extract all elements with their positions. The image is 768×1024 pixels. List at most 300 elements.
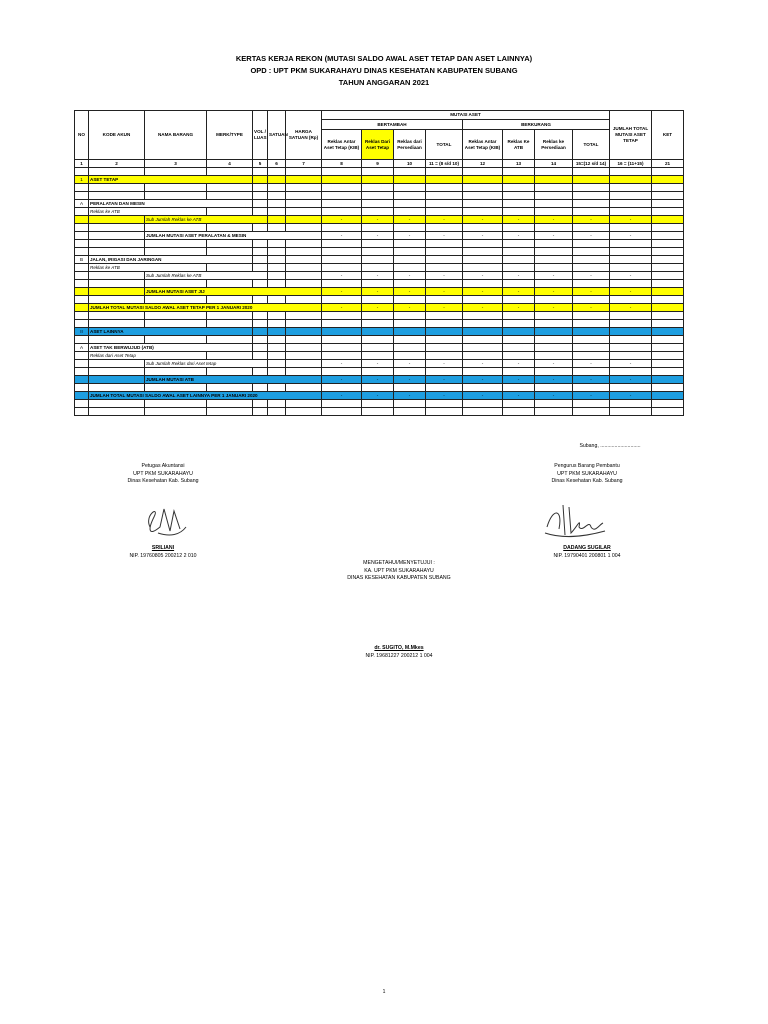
empty-cell — [426, 224, 463, 232]
empty-cell — [207, 400, 253, 408]
empty-cell — [610, 248, 652, 256]
table-row — [75, 248, 684, 256]
empty-cell — [207, 312, 253, 320]
empty-cell — [426, 208, 463, 216]
empty-cell — [503, 176, 535, 184]
row-label: JUMLAH MUTASI ASET JIJ — [145, 288, 322, 296]
empty-cell — [535, 336, 573, 344]
col-num: 14 — [535, 160, 573, 168]
empty-cell — [286, 264, 322, 272]
value-cell: - — [322, 232, 362, 240]
empty-cell — [89, 232, 145, 240]
empty-cell — [394, 184, 426, 192]
signer-left — [108, 463, 218, 486]
empty-cell — [322, 168, 362, 176]
table-row — [75, 224, 684, 232]
empty-cell — [75, 384, 89, 392]
row-label: JUMLAH TOTAL MUTASI SALDO AWAL ASET TETAP PER 1 JANUARI 2020 — [89, 304, 322, 312]
table-row — [75, 392, 684, 400]
empty-cell — [75, 248, 89, 256]
empty-cell — [610, 328, 652, 336]
doc-title: KERTAS KERJA REKON (MUTASI SALDO AWAL ASET TETAP DAN ASET LAINNYA) — [235, 54, 533, 63]
empty-cell — [362, 312, 394, 320]
empty-cell — [463, 312, 503, 320]
empty-cell — [394, 320, 426, 328]
signer-center — [329, 560, 469, 583]
empty-cell — [573, 320, 610, 328]
col-num: 21 — [652, 160, 684, 168]
value-cell: - — [463, 392, 503, 400]
empty-cell — [394, 344, 426, 352]
empty-cell — [652, 320, 684, 328]
empty-cell — [426, 240, 463, 248]
empty-cell — [286, 168, 322, 176]
empty-cell — [573, 208, 610, 216]
value-cell: - — [573, 360, 610, 368]
value-cell: - — [503, 304, 535, 312]
col-num: 5 — [253, 160, 268, 168]
empty-cell — [89, 224, 145, 232]
empty-cell — [253, 208, 268, 216]
empty-cell — [268, 200, 286, 208]
row-label: JUMLAH MUTASI ASET PERALATAN & MESIN — [145, 232, 322, 240]
empty-cell — [286, 192, 322, 200]
empty-cell — [535, 168, 573, 176]
empty-cell — [426, 176, 463, 184]
empty-cell — [362, 352, 394, 360]
empty-cell — [253, 312, 268, 320]
value-cell: - — [463, 376, 503, 384]
signer-center-approval: MENGETAHUI/MENYETUJUI : — [363, 560, 435, 566]
empty-cell — [253, 296, 268, 304]
empty-cell — [652, 336, 684, 344]
value-cell: - — [322, 216, 362, 224]
sub-col: Reklas ke Persediaan — [535, 130, 573, 160]
empty-cell — [463, 264, 503, 272]
row-label: Sub Jumlah Reklas dari Aset tetap — [145, 360, 268, 368]
signer-right-unit: UPT PKM SUKARAHAYU — [557, 470, 617, 477]
col-merk: MERK/TYPE — [207, 111, 253, 160]
value-cell: - — [362, 360, 394, 368]
row-label: ASET TAK BERWUJUD (ATB) — [89, 344, 253, 352]
value-cell: - — [362, 272, 394, 280]
signer-left-nip: NIP. 19760805 200212 2 010 — [129, 552, 197, 559]
empty-cell — [535, 264, 573, 272]
empty-cell — [426, 192, 463, 200]
empty-cell — [463, 352, 503, 360]
empty-cell — [268, 256, 286, 264]
empty-cell — [394, 280, 426, 288]
empty-cell — [145, 184, 207, 192]
empty-cell — [75, 368, 89, 376]
value-cell: - — [535, 376, 573, 384]
empty-cell — [652, 376, 684, 384]
signer-left-office: Dinas Kesehatan Kab. Subang — [127, 478, 199, 484]
row-label: Reklas dari Aset Tetap — [89, 352, 207, 360]
empty-cell — [89, 240, 145, 248]
empty-cell — [362, 256, 394, 264]
value-cell: - — [463, 216, 503, 224]
empty-cell — [145, 384, 207, 392]
empty-cell — [89, 336, 145, 344]
value-cell: - — [573, 288, 610, 296]
empty-cell — [394, 264, 426, 272]
empty-cell — [362, 344, 394, 352]
empty-cell — [463, 344, 503, 352]
empty-cell — [463, 328, 503, 336]
empty-cell — [573, 168, 610, 176]
empty-cell — [394, 224, 426, 232]
empty-cell — [75, 232, 89, 240]
value-cell: - — [322, 288, 362, 296]
empty-cell — [610, 168, 652, 176]
empty-cell — [610, 384, 652, 392]
empty-cell — [535, 200, 573, 208]
empty-cell — [652, 256, 684, 264]
empty-cell — [463, 168, 503, 176]
empty-cell — [362, 224, 394, 232]
row-label: JUMLAH TOTAL MUTASI SALDO AWAL ASET LAINNYA PER 1 JANUARI 2020 — [89, 392, 322, 400]
empty-cell — [503, 240, 535, 248]
empty-cell — [253, 336, 268, 344]
empty-cell — [268, 192, 286, 200]
row-label: Reklas ke ATB — [89, 264, 207, 272]
empty-cell — [463, 280, 503, 288]
empty-cell — [75, 192, 89, 200]
empty-cell — [652, 352, 684, 360]
sub-col-highlight: Reklas Dari Aset Tetap — [362, 130, 394, 160]
empty-cell — [75, 304, 89, 312]
value-cell: - — [610, 288, 652, 296]
empty-cell — [268, 408, 286, 416]
empty-cell — [610, 176, 652, 184]
empty-cell — [322, 248, 362, 256]
value-cell: - — [394, 216, 426, 224]
empty-cell — [503, 344, 535, 352]
table-row — [75, 192, 684, 200]
col-num: 7 — [286, 160, 322, 168]
value-cell: - — [610, 360, 652, 368]
value-cell: - — [503, 216, 535, 224]
value-cell: - — [322, 272, 362, 280]
empty-cell — [268, 176, 286, 184]
col-num: 13 — [503, 160, 535, 168]
empty-cell — [503, 192, 535, 200]
empty-cell — [89, 408, 145, 416]
value-cell: - — [394, 360, 426, 368]
col-num: 11 = (8 s/d 10) — [426, 160, 463, 168]
empty-cell — [75, 208, 89, 216]
empty-cell — [394, 240, 426, 248]
row-label: ASET TETAP — [89, 176, 253, 184]
empty-cell — [286, 408, 322, 416]
empty-cell — [322, 344, 362, 352]
table-row — [75, 232, 684, 240]
empty-cell — [652, 208, 684, 216]
col-satuan: SATUAN — [268, 111, 286, 160]
value-cell: - — [535, 216, 573, 224]
empty-cell — [253, 408, 268, 416]
empty-cell — [207, 368, 253, 376]
empty-cell — [426, 256, 463, 264]
empty-cell — [573, 312, 610, 320]
empty-cell — [535, 248, 573, 256]
empty-cell — [426, 200, 463, 208]
empty-cell — [286, 344, 322, 352]
table-row — [75, 360, 684, 368]
signer-right-title: Pengurus Barang Pembantu — [554, 463, 620, 469]
signer-left-unit: UPT PKM SUKARAHAYU — [133, 470, 193, 477]
empty-cell — [268, 368, 286, 376]
empty-cell — [573, 408, 610, 416]
empty-cell — [535, 280, 573, 288]
empty-cell — [286, 368, 322, 376]
empty-cell — [286, 320, 322, 328]
empty-cell — [207, 336, 253, 344]
table-row — [75, 312, 684, 320]
value-cell: - — [394, 376, 426, 384]
empty-cell — [652, 248, 684, 256]
empty-cell — [286, 296, 322, 304]
table-row — [75, 200, 684, 208]
empty-cell — [253, 352, 268, 360]
empty-cell — [463, 208, 503, 216]
empty-cell — [253, 384, 268, 392]
table-row — [75, 328, 684, 336]
empty-cell — [268, 336, 286, 344]
col-num: 4 — [207, 160, 253, 168]
empty-cell — [463, 224, 503, 232]
empty-cell — [268, 248, 286, 256]
empty-cell — [322, 224, 362, 232]
signer-right-office: Dinas Kesehatan Kab. Subang — [551, 478, 623, 484]
empty-cell — [573, 176, 610, 184]
empty-cell — [145, 400, 207, 408]
empty-cell — [75, 296, 89, 304]
empty-cell — [463, 200, 503, 208]
empty-cell — [362, 264, 394, 272]
empty-cell — [286, 280, 322, 288]
empty-cell — [145, 312, 207, 320]
table-row — [75, 376, 684, 384]
empty-cell — [253, 200, 268, 208]
empty-cell — [207, 264, 253, 272]
empty-cell — [286, 272, 322, 280]
empty-cell — [573, 184, 610, 192]
col-kode-akun: KODE AKUN — [89, 111, 145, 160]
rekon-table — [74, 110, 684, 416]
empty-cell — [426, 296, 463, 304]
empty-cell — [75, 240, 89, 248]
empty-cell — [145, 320, 207, 328]
empty-cell — [268, 280, 286, 288]
signer-center-nip: NIP. 19681227 200212 1 004 — [365, 652, 433, 659]
empty-cell — [652, 392, 684, 400]
value-cell: - — [573, 232, 610, 240]
empty-cell — [426, 408, 463, 416]
col-num: 9 — [362, 160, 394, 168]
empty-cell — [75, 392, 89, 400]
empty-cell — [207, 184, 253, 192]
empty-cell — [268, 272, 286, 280]
empty-cell — [145, 336, 207, 344]
empty-cell — [268, 296, 286, 304]
empty-cell — [573, 400, 610, 408]
empty-cell — [89, 280, 145, 288]
empty-cell — [207, 352, 253, 360]
empty-cell — [652, 288, 684, 296]
value-cell: - — [426, 216, 463, 224]
empty-cell — [268, 184, 286, 192]
empty-cell — [610, 256, 652, 264]
empty-cell — [322, 352, 362, 360]
value-cell: - — [573, 392, 610, 400]
empty-cell — [503, 200, 535, 208]
empty-cell — [573, 384, 610, 392]
empty-cell — [322, 408, 362, 416]
value-cell: - — [426, 360, 463, 368]
empty-cell — [426, 312, 463, 320]
empty-cell — [322, 240, 362, 248]
empty-cell — [426, 352, 463, 360]
empty-cell — [75, 360, 89, 368]
value-cell: - — [503, 392, 535, 400]
empty-cell — [394, 336, 426, 344]
signer-left-name: SRILIANI — [151, 545, 175, 551]
empty-cell — [503, 256, 535, 264]
table-row — [75, 208, 684, 216]
empty-cell — [207, 280, 253, 288]
empty-cell — [286, 240, 322, 248]
empty-cell — [573, 336, 610, 344]
table-row — [75, 384, 684, 392]
empty-cell — [268, 168, 286, 176]
empty-cell — [286, 176, 322, 184]
empty-cell — [253, 368, 268, 376]
value-cell: - — [535, 392, 573, 400]
empty-cell — [426, 248, 463, 256]
empty-cell — [610, 352, 652, 360]
empty-cell — [253, 176, 268, 184]
empty-cell — [652, 296, 684, 304]
empty-cell — [573, 280, 610, 288]
sub-col: Reklas Ke ATB — [503, 130, 535, 160]
empty-cell — [268, 352, 286, 360]
empty-cell — [535, 256, 573, 264]
empty-cell — [652, 280, 684, 288]
table-row — [75, 352, 684, 360]
empty-cell — [573, 224, 610, 232]
empty-cell — [535, 224, 573, 232]
empty-cell — [503, 184, 535, 192]
empty-cell — [426, 368, 463, 376]
empty-cell — [145, 368, 207, 376]
empty-cell — [75, 352, 89, 360]
signer-center-office: DINAS KESEHATAN KABUPATEN SUBANG — [347, 575, 451, 581]
col-num: 16 = (11+15) — [610, 160, 652, 168]
empty-cell — [463, 240, 503, 248]
empty-cell — [322, 336, 362, 344]
empty-cell — [362, 248, 394, 256]
col-num: 15=(12 s/d 14) — [573, 160, 610, 168]
empty-cell — [253, 168, 268, 176]
empty-cell — [322, 328, 362, 336]
empty-cell — [394, 368, 426, 376]
empty-cell — [268, 216, 286, 224]
empty-cell — [145, 240, 207, 248]
signer-right-block — [527, 545, 647, 560]
empty-cell — [426, 344, 463, 352]
value-cell: - — [573, 376, 610, 384]
value-cell: - — [394, 392, 426, 400]
empty-cell — [503, 384, 535, 392]
empty-cell — [535, 320, 573, 328]
empty-cell — [89, 296, 145, 304]
row-label: JUMLAH MUTASI ATB — [145, 376, 322, 384]
empty-cell — [253, 400, 268, 408]
empty-cell — [322, 176, 362, 184]
empty-cell — [75, 216, 89, 224]
empty-cell — [286, 384, 322, 392]
empty-cell — [362, 176, 394, 184]
row-number: B — [75, 256, 89, 264]
empty-cell — [503, 328, 535, 336]
empty-cell — [89, 248, 145, 256]
value-cell: - — [463, 272, 503, 280]
empty-cell — [394, 192, 426, 200]
row-number: II — [75, 328, 89, 336]
empty-cell — [535, 240, 573, 248]
col-num: 3 — [145, 160, 207, 168]
empty-cell — [207, 384, 253, 392]
table-row — [75, 216, 684, 224]
value-cell: - — [426, 232, 463, 240]
empty-cell — [286, 400, 322, 408]
value-cell: - — [610, 392, 652, 400]
table-row — [75, 408, 684, 416]
empty-cell — [286, 256, 322, 264]
place-date: Subang, ............................ — [579, 443, 641, 449]
empty-cell — [503, 312, 535, 320]
page-number: 1 — [382, 989, 386, 995]
empty-cell — [145, 296, 207, 304]
value-cell: - — [362, 304, 394, 312]
empty-cell — [362, 296, 394, 304]
table-row — [75, 288, 684, 296]
empty-cell — [268, 320, 286, 328]
empty-cell — [322, 384, 362, 392]
value-cell: - — [610, 304, 652, 312]
col-mutasi-aset: MUTASI ASET — [322, 111, 610, 120]
table-row — [75, 240, 684, 248]
value-cell: - — [463, 288, 503, 296]
empty-cell — [75, 288, 89, 296]
empty-cell — [535, 344, 573, 352]
empty-cell — [253, 248, 268, 256]
col-no: NO — [75, 111, 89, 160]
empty-cell — [503, 408, 535, 416]
value-cell: - — [322, 304, 362, 312]
empty-cell — [286, 208, 322, 216]
empty-cell — [463, 368, 503, 376]
empty-cell — [503, 208, 535, 216]
empty-cell — [89, 192, 145, 200]
empty-cell — [610, 336, 652, 344]
signer-right — [527, 463, 647, 486]
value-cell: - — [362, 376, 394, 384]
empty-cell — [573, 192, 610, 200]
empty-cell — [89, 368, 145, 376]
